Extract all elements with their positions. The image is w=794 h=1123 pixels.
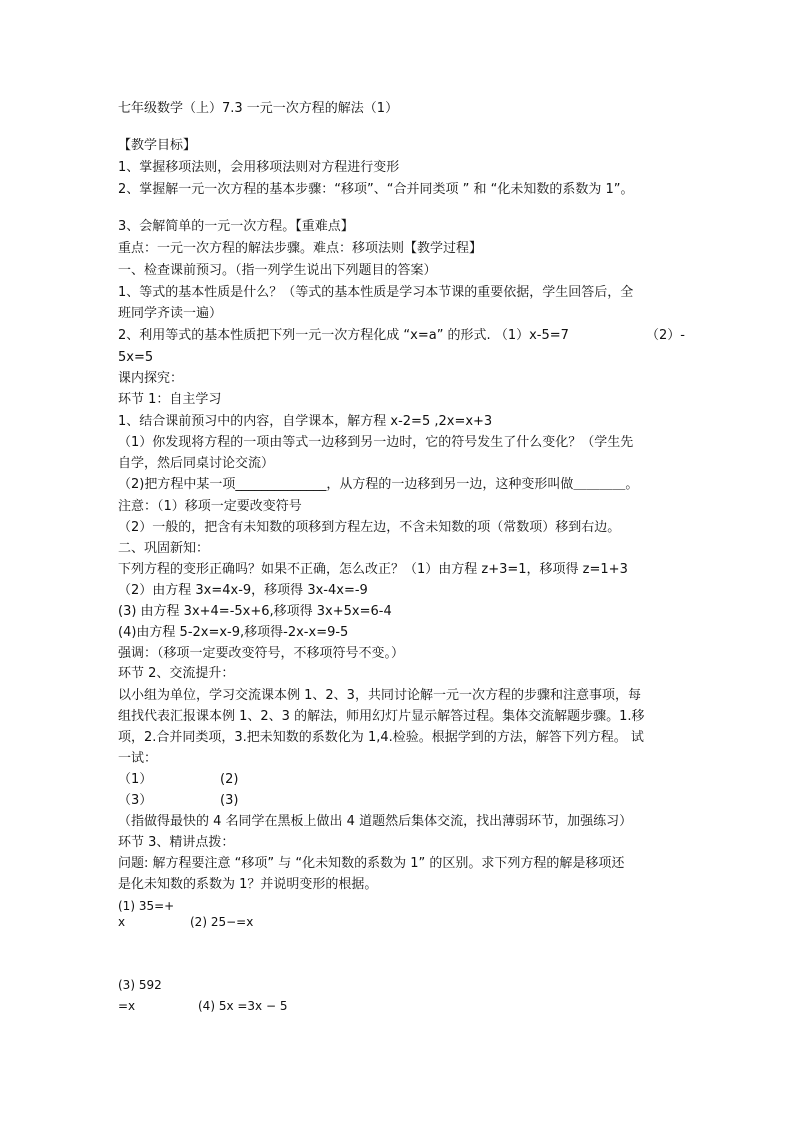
try-item-3: （3） [118, 793, 153, 808]
problem-line-1: 问题: 解方程要注意 “移项” 与 “化未知数的系数为 1” 的区别。求下列方程的解是移项还 [118, 856, 625, 871]
consolidate-item-3: (3) 由方程 3x+4=-5x+6,移项得 3x+5x=6-4 [118, 604, 392, 619]
emphasis-note: 强调：（移项一定要改变符号，不移项符号不变。） [118, 646, 405, 661]
explore-heading: 课内探究： [118, 371, 184, 386]
goal-item-3: 3、会解简单的一元一次方程。【重难点】 [118, 219, 354, 234]
goal-item-1: 1、掌握移项法则，会用移项法则对方程进行变形 [118, 160, 400, 175]
equation-1: (1) 35=+ [118, 899, 175, 913]
self-study-question-2: （2)把方程中某一项______________，从方程的一边移到另一边，这种变形叫做＿＿＿＿。 [118, 477, 639, 492]
note-1: 注意：（1）移项一定要改变符号 [118, 499, 302, 514]
consolidate-item-2: （2）由方程 3x=4x-9，移项得 3x-4x=-9 [118, 583, 368, 598]
part-1-heading: 一、检查课前预习。（指一列学生说出下列题目的答案） [118, 263, 437, 278]
exchange-line-2: 组找代表汇报课本例 1、2、3 的解法，师用幻灯片显示解答过程。集体交流解题步骤。1.移 [118, 709, 645, 724]
self-study-question-1-line-2: 自学，然后同桌讨论交流） [118, 456, 275, 471]
question-1-line-2: 班同学齐读一遍） [118, 306, 223, 321]
question-2-line-1-tail: （2）- [646, 328, 685, 343]
exchange-line-1: 以小组为单位，学习交流课本例 1、2、3，共同讨论解一元一次方程的步骤和注意事项，每 [118, 688, 641, 703]
equation-3-continuation: =x [118, 999, 136, 1013]
self-study-item-1: 1、结合课前预习中的内容，自学课本，解方程 x-2=5 ,2x=x+3 [118, 414, 493, 429]
part-2-heading: 二、巩固新知： [118, 541, 210, 556]
equation-4: (4) 5x =3x − 5 [198, 999, 288, 1013]
question-1-line-1: 1、等式的基本性质是什么？（等式的基本性质是学习本节课的重要依据，学生回答后，全 [118, 285, 634, 300]
self-study-question-1-line-1: （1）你发现将方程的一项由等式一边移到另一边时，它的符号发生了什么变化？（学生先 [118, 435, 634, 450]
consolidate-item-4: (4)由方程 5-2x=x-9,移项得-2x-x=9-5 [118, 625, 349, 640]
section-2-heading: 环节 2、交流提升： [118, 666, 235, 681]
goal-item-2: 2、掌握解一元一次方程的基本步骤：“移项”、“合并同类项 ” 和 “化未知数的系数为 1”。 [118, 182, 634, 197]
exchange-line-3: 项，2.合并同类项，3.把未知数的系数化为 1,4.检验。根据学到的方法，解答下列方程。 试 [118, 730, 644, 745]
fastest-students-note: （指做得最快的 4 名同学在黑板上做出 4 道题然后集体交流，找出薄弱环节，加强练习） [118, 814, 633, 829]
equation-3: (3) 592 [118, 978, 162, 992]
try-item-1: （1） [118, 772, 153, 787]
note-2: （2）一般的，把含有未知数的项移到方程左边，不含未知数的项（常数项）移到右边。 [118, 520, 621, 535]
section-3-heading: 环节 3、精讲点拨： [118, 835, 235, 850]
section-heading-goals: 【教学目标】 [118, 138, 197, 153]
equation-1-continuation: x [118, 915, 126, 929]
exchange-line-4: 一试： [118, 751, 158, 766]
document-title: 七年级数学（上）7.3 一元一次方程的解法（1） [118, 101, 399, 116]
consolidate-question: 下列方程的变形正确吗？如果不正确，怎么改正？（1）由方程 z+3=1，移项得 z=1+3 [118, 562, 628, 577]
equation-2: (2) 25−=x [190, 915, 254, 929]
try-item-2: (2) [220, 772, 239, 787]
question-2-line-2: 5x=5 [118, 350, 154, 365]
question-2-line-1: 2、利用等式的基本性质把下列一元一次方程化成 “x=a” 的形式. （1）x-5=7 [118, 328, 569, 343]
problem-line-2: 是化未知数的系数为 1？并说明变形的根据。 [118, 877, 378, 892]
section-1-heading: 环节 1：自主学习 [118, 392, 222, 407]
key-difficult-points: 重点：一元一次方程的解法步骤。难点：移项法则【教学过程】 [118, 241, 483, 256]
try-item-4: (3) [220, 793, 239, 808]
